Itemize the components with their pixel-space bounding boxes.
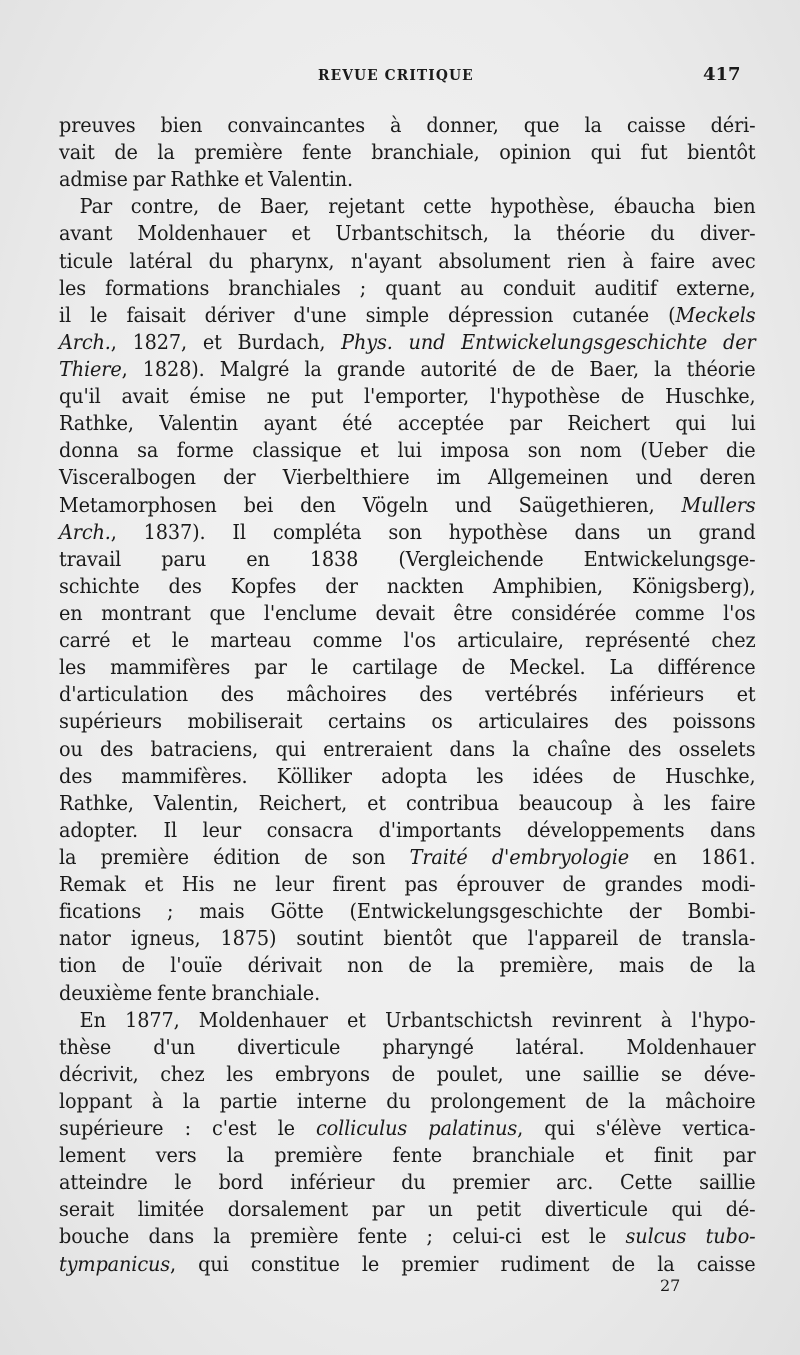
text-line: admise par Rathke et Valentin.: [59, 167, 353, 192]
text-line: avant Moldenhauer et Urbantschitsch, la théorie du diver-: [59, 221, 756, 246]
text-line: ou des batraciens, qui entreraient dans la chaîne des osselets: [59, 736, 756, 761]
text-line: des mammifères. Kölliker adopta les idées de Huschke,: [59, 763, 756, 788]
text-line: preuves bien convaincantes à donner, que la caisse déri-: [59, 113, 756, 137]
running-head: REVUE CRITIQUE: [318, 66, 474, 84]
text-line: supérieure : c'est le colliculus palatinus, qui s'élève vertica-: [59, 1116, 756, 1141]
page-header: [0, 66, 800, 90]
text-line: il le faisait dériver d'une simple dépression cutanée (Meckels: [59, 302, 756, 327]
text-line: Arch., 1827, et Burdach, Phys. und Entwickelungsgeschichte der: [59, 329, 756, 354]
text-line: En 1877, Moldenhauer et Urbantschictsh revinrent à l'hypo-: [79, 1007, 756, 1032]
text-line: tympanicus, qui constitue le premier rudiment de la caisse: [59, 1251, 756, 1276]
text-line: en montrant que l'enclume devait être considérée comme l'os: [59, 600, 756, 625]
text-line: loppant à la partie interne du prolongement de la mâchoire: [59, 1088, 756, 1113]
text-line: donna sa forme classique et lui imposa son nom (Ueber die: [59, 438, 756, 463]
page-number: 417: [703, 64, 741, 85]
text-line: Rathke, Valentin, Reichert, et contribua beaucoup à les faire: [59, 790, 756, 815]
text-line: qu'il avait émise ne put l'emporter, l'hypothèse de Huschke,: [59, 384, 756, 409]
text-line: deuxième fente branchiale.: [59, 980, 321, 1005]
text-line: Visceralbogen der Vierbelthiere im Allgemeinen und deren: [59, 465, 756, 490]
body-text: [59, 112, 756, 1278]
text-line: Thiere, 1828). Malgré la grande autorité de de Baer, la théorie: [59, 356, 756, 381]
text-line: vait de la première fente branchiale, opinion qui fut bientôt: [59, 140, 756, 165]
text-line: fications ; mais Götte (Entwickelungsgeschichte der Bombi-: [59, 899, 756, 924]
text-line: travail paru en 1838 (Vergleichende Entwickelungsge-: [59, 546, 756, 571]
text-line: bouche dans la première fente ; celui-ci est le sulcus tubo-: [59, 1224, 756, 1249]
text-line: décrivit, chez les embryons de poulet, une saillie se déve-: [59, 1061, 756, 1086]
text-line: serait limitée dorsalement par un petit diverticule qui dé-: [59, 1197, 756, 1222]
text-line: les mammifères par le cartilage de Meckel. La différence: [59, 655, 756, 680]
text-line: schichte des Kopfes der nackten Amphibien, Königsberg),: [59, 573, 756, 598]
text-line: Par contre, de Baer, rejetant cette hypothèse, ébaucha bien: [79, 194, 756, 219]
text-line: Metamorphosen bei den Vögeln und Saügethieren, Mullers: [59, 492, 756, 517]
text-line: atteindre le bord inférieur du premier arc. Cette saillie: [59, 1170, 756, 1195]
text-line: lement vers la première fente branchiale et finit par: [59, 1143, 756, 1168]
text-line: la première édition de son Traité d'embryologie en 1861.: [59, 844, 756, 869]
text-line: adopter. Il leur consacra d'importants développements dans: [59, 817, 756, 842]
text-line: thèse d'un diverticule pharyngé latéral. Moldenhauer: [59, 1034, 756, 1059]
text-line: Remak et His ne leur firent pas éprouver de grandes modi-: [59, 872, 756, 897]
text-line: carré et le marteau comme l'os articulaire, représenté chez: [59, 628, 756, 653]
text-line: ticule latéral du pharynx, n'ayant absolument rien à faire avec: [59, 248, 756, 273]
text-line: les formations branchiales ; quant au conduit auditif externe,: [59, 275, 756, 300]
text-line: d'articulation des mâchoires des vertébrés inférieurs et: [59, 682, 756, 707]
text-line: nator igneus, 1875) soutint bientôt que l'appareil de transla-: [59, 926, 756, 951]
text-line: Arch., 1837). Il compléta son hypothèse dans un grand: [59, 519, 756, 544]
signature-mark: 27: [660, 1276, 681, 1295]
text-line: tion de l'ouïe dérivait non de la première, mais de la: [59, 953, 756, 978]
text-line: Rathke, Valentin ayant été acceptée par Reichert qui lui: [59, 411, 756, 436]
text-line: supérieurs mobiliserait certains os articulaires des poissons: [59, 709, 756, 734]
